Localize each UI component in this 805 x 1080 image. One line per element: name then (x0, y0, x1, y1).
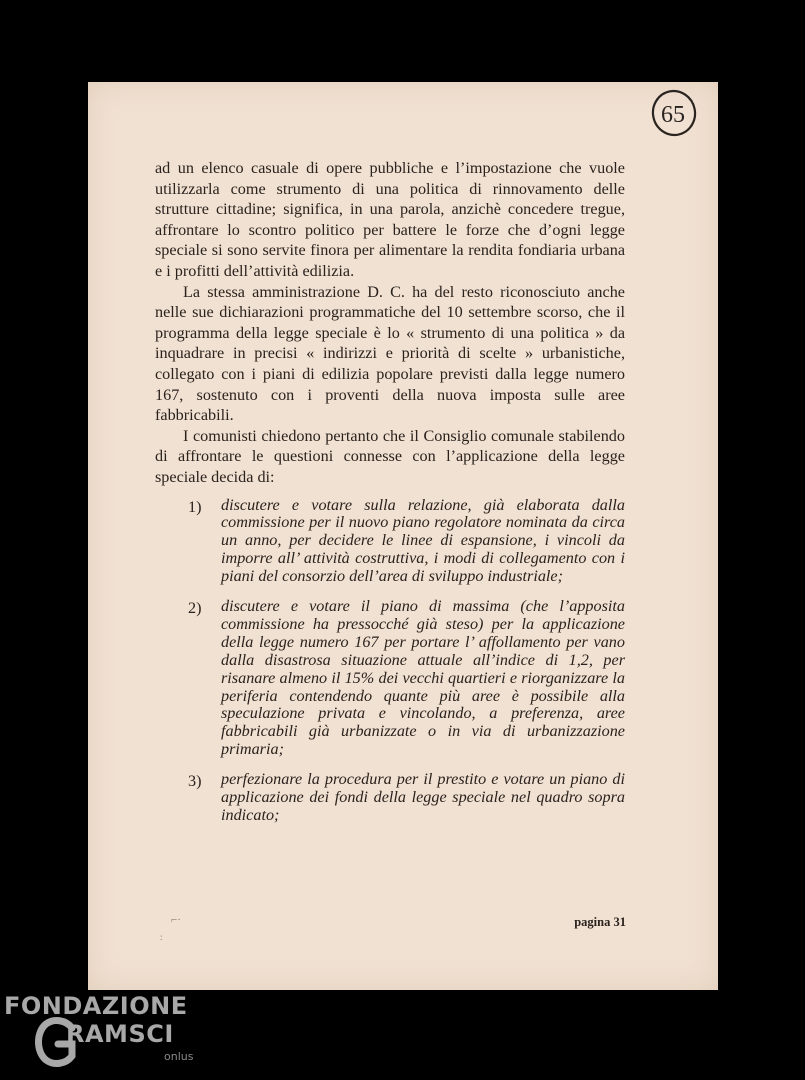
watermark-line-1: FONDAZIONE (4, 992, 188, 1020)
paragraph-3: I comunisti chiedono pertanto che il Consiglio comunale stabilendo di affrontare le questioni connesse con l’applicazione della legge speciale decida di: (155, 426, 625, 486)
demands-list (155, 497, 625, 825)
document-page (88, 82, 718, 990)
list-item-number: 3) (188, 772, 202, 791)
fondazione-gramsci-watermark (4, 992, 204, 1074)
list-item-text: discutere e votare il piano di massima (che l’apposita commissione ha pressocché già steso) per la applicazione della legge numero 167 per portare l’ affollamento per vano dalla disastrosa situazione attuale all’indice di 1,2, per risanare almeno il 15% dei vecchi quartieri e riorganizzare la periferia contendendo quante più aree è possibile alla speculazione privata e vincolando, a preferenza, aree fabbricabili già urbanizzate o in via di urbanizzazione primaria; (221, 597, 625, 759)
page-number: pagina 31 (574, 915, 626, 929)
watermark-line-2: RAMSCI (66, 1020, 174, 1048)
svg-text:65: 65 (661, 102, 685, 128)
paragraph-1: ad un elenco casuale di opere pubbliche e l’impostazione che vuole utilizzarla come strumento di una politica di rinnovamento delle strutture cittadine; significa, in una parola, anzichè concedere tregue, affrontare lo scontro politico per battere le forze che d’ogni legge speciale si sono servite finora per alimentare la rendita fondiaria urbana e i profitti dell’attività edilizia. (155, 159, 625, 280)
handwritten-page-annotation (648, 86, 700, 138)
list-item (155, 598, 625, 759)
list-item-text: discutere e votare sulla relazione, già elaborata dalla commissione per il nuovo piano regolatore nominata da circa un anno, per decidere le linee di espansione, i vincoli da imporre all’ attività costruttiva, i modi di collegamento con i piani del consorzio dell’area di sviluppo industriale; (221, 495, 625, 586)
stray-mark: ⌐· (171, 914, 181, 926)
list-item-text: perfezionare la procedura per il prestito e votare un piano di applicazione dei fondi della legge speciale nel quadro sopra indicato; (221, 770, 625, 824)
list-item-number: 1) (188, 497, 202, 516)
document-body (155, 158, 625, 837)
paragraph-2: La stessa amministrazione D. C. ha del resto riconosciuto anche nelle sue dichiarazioni programmatiche del 10 settembre scorso, che il programma della legge speciale è lo « strumento di una politica » da inquadrare in precisi « indirizzi e priorità di scelte » urbanistiche, collegato con i piani di edilizia popolare previsti dalla legge numero 167, sostenuto con i proventi della nuova imposta sulle aree fabbricabili. (155, 282, 625, 425)
watermark-suffix: onlus (164, 1050, 194, 1063)
list-item (155, 497, 625, 587)
stray-mark: : (160, 932, 163, 942)
list-item (155, 771, 625, 825)
list-item-number: 2) (188, 599, 202, 618)
